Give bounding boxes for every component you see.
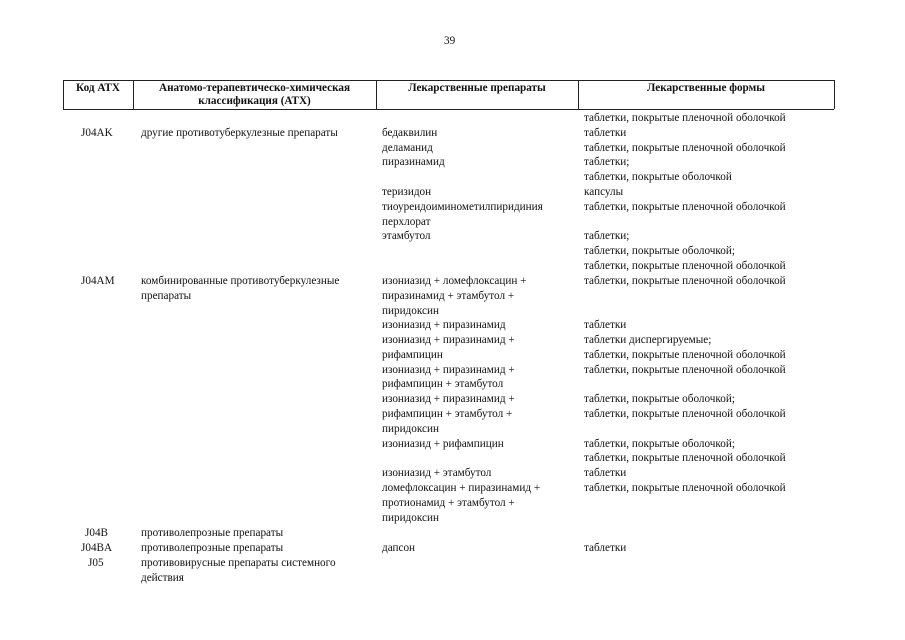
atc-classification: действия	[141, 572, 184, 584]
drug-name: пиразинамид + этамбутол +	[382, 290, 515, 302]
drug-name: бедаквилин	[382, 127, 438, 139]
header-forms: Лекарственные формы	[647, 82, 765, 94]
drug-name: пиридоксин	[382, 423, 439, 435]
drug-name: тиоуреидоиминометилпиридиния	[382, 201, 543, 213]
atc-classification: противовирусные препараты системного	[141, 557, 336, 569]
dosage-form: таблетки, покрытые пленочной оболочкой	[584, 142, 786, 154]
atc-code: J04AM	[81, 275, 115, 287]
drug-name: изониазид + пиразинамид	[382, 319, 506, 331]
dosage-form: таблетки, покрытые пленочной оболочкой	[584, 275, 786, 287]
dosage-form: таблетки, покрытые оболочкой;	[584, 245, 735, 257]
dosage-form: таблетки, покрытые пленочной оболочкой	[584, 364, 786, 376]
drug-name: дапсон	[382, 542, 416, 554]
drug-name: рифампицин + этамбутол	[382, 378, 504, 390]
drug-name: этамбутол	[382, 230, 431, 242]
drug-name: изониазид + пиразинамид +	[382, 393, 515, 405]
dosage-form: таблетки	[584, 127, 627, 139]
drug-name: пиразинамид	[382, 156, 445, 168]
dosage-form: таблетки диспергируемые;	[584, 334, 712, 346]
dosage-form: таблетки, покрытые пленочной оболочкой	[584, 260, 786, 272]
drug-name: протионамид + этамбутол +	[382, 497, 515, 509]
dosage-form: таблетки, покрытые пленочной оболочкой	[584, 112, 786, 124]
drug-name: теризидон	[382, 186, 432, 198]
atc-classification: противолепрозные препараты	[141, 527, 284, 539]
drug-name: пиридоксин	[382, 305, 439, 317]
header-divider	[834, 80, 835, 109]
atc-code: J05	[88, 557, 104, 569]
dosage-form: таблетки, покрытые пленочной оболочкой	[584, 452, 786, 464]
atc-code: J04B	[85, 527, 109, 539]
header-classification: классификация (АТХ)	[198, 95, 311, 107]
drug-name: перхлорат	[382, 216, 431, 228]
header-bottom-border	[63, 109, 834, 110]
drug-name: изониазид + этамбутол	[382, 467, 492, 479]
dosage-form: таблетки, покрытые оболочкой;	[584, 393, 735, 405]
drug-name: изониазид + ломефлоксацин +	[382, 275, 527, 287]
header-classification: Анатомо-терапевтическо-химическая	[159, 82, 350, 94]
drug-name: изониазид + пиразинамид +	[382, 364, 515, 376]
dosage-form: таблетки;	[584, 156, 630, 168]
drug-name: рифампицин + этамбутол +	[382, 408, 513, 420]
dosage-form: таблетки;	[584, 230, 630, 242]
atc-classification: комбинированные противотуберкулезные	[141, 275, 340, 287]
dosage-form: таблетки	[584, 467, 627, 479]
atc-classification: другие противотуберкулезные препараты	[141, 127, 338, 139]
dosage-form: капсулы	[584, 186, 624, 198]
atc-code: J04AK	[81, 127, 113, 139]
dosage-form: таблетки, покрытые оболочкой;	[584, 438, 735, 450]
dosage-form: таблетки, покрытые пленочной оболочкой	[584, 349, 786, 361]
atc-code: J04BA	[81, 542, 113, 554]
header-drugs: Лекарственные препараты	[408, 82, 546, 94]
drug-name: рифампицин	[382, 349, 443, 361]
drug-name: ломефлоксацин + пиразинамид +	[382, 482, 541, 494]
drug-name: изониазид + рифампицин	[382, 438, 504, 450]
drug-name: изониазид + пиразинамид +	[382, 334, 515, 346]
drug-name: деламанид	[382, 142, 433, 154]
dosage-form: таблетки	[584, 319, 627, 331]
dosage-form: таблетки, покрытые пленочной оболочкой	[584, 201, 786, 213]
drug-name: пиридоксин	[382, 512, 439, 524]
atc-classification: противолепрозные препараты	[141, 542, 284, 554]
header-code: Код АТХ	[76, 82, 120, 94]
dosage-form: таблетки, покрытые пленочной оболочкой	[584, 408, 786, 420]
dosage-form: таблетки, покрытые оболочкой	[584, 171, 732, 183]
atc-classification: препараты	[141, 290, 192, 302]
dosage-form: таблетки, покрытые пленочной оболочкой	[584, 482, 786, 494]
dosage-form: таблетки	[584, 542, 627, 554]
page-number: 39	[444, 35, 456, 47]
